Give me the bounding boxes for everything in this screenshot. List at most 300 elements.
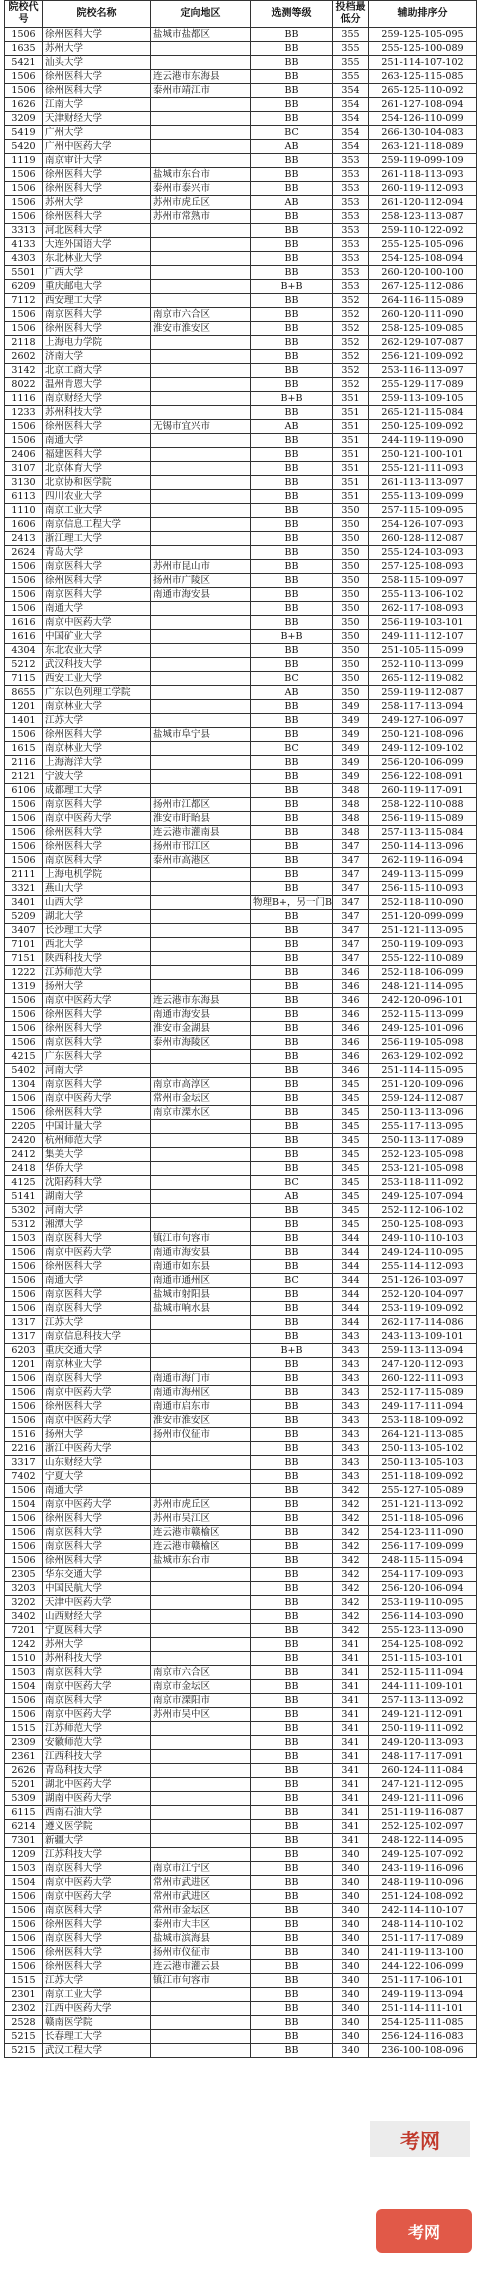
table-row: [5, 1218, 477, 1232]
cell-rank: 250-125-109-092: [369, 420, 477, 434]
cell-rank: 252-115-111-094: [369, 1666, 477, 1680]
cell-score: 346: [333, 966, 369, 980]
cell-region: 扬州市江都区: [151, 798, 251, 812]
table-row: [5, 686, 477, 700]
table-row: [5, 1890, 477, 1904]
cell-region: [151, 266, 251, 280]
cell-name: 长春理工大学: [43, 2030, 151, 2044]
cell-code: 2361: [5, 1750, 43, 1764]
cell-name: 南京林业大学: [43, 1358, 151, 1372]
cell-rank: 249-121-112-091: [369, 1708, 477, 1722]
cell-region: [151, 2030, 251, 2044]
cell-region: 盐城市滨海县: [151, 1932, 251, 1946]
cell-level: BB: [251, 210, 333, 224]
cell-level: BB: [251, 1512, 333, 1526]
cell-code: 7151: [5, 952, 43, 966]
cell-score: 350: [333, 686, 369, 700]
cell-code: 1506: [5, 196, 43, 210]
cell-level: BB: [251, 2016, 333, 2030]
cell-score: 351: [333, 476, 369, 490]
table-row: [5, 1596, 477, 1610]
cell-region: [151, 1442, 251, 1456]
cell-level: BB: [251, 434, 333, 448]
cell-score: 345: [333, 1106, 369, 1120]
cell-score: 343: [333, 1358, 369, 1372]
cell-score: 341: [333, 1736, 369, 1750]
cell-region: [151, 1848, 251, 1862]
cell-score: 340: [333, 1918, 369, 1932]
cell-name: 江苏师范大学: [43, 1722, 151, 1736]
cell-rank: 253-118-109-092: [369, 1414, 477, 1428]
cell-region: 南通市海安县: [151, 588, 251, 602]
cell-name: 南通大学: [43, 1484, 151, 1498]
cell-rank: 258-115-109-097: [369, 574, 477, 588]
cell-level: BB: [251, 1022, 333, 1036]
cell-level: BB: [251, 938, 333, 952]
cell-region: 南京市六合区: [151, 308, 251, 322]
table-row: [5, 1946, 477, 1960]
cell-code: 1615: [5, 742, 43, 756]
table-row: [5, 1638, 477, 1652]
cell-code: 1606: [5, 518, 43, 532]
cell-region: [151, 1162, 251, 1176]
table-row: [5, 448, 477, 462]
cell-rank: 259-110-122-092: [369, 224, 477, 238]
cell-rank: 263-129-102-092: [369, 1050, 477, 1064]
cell-level: BB: [251, 882, 333, 896]
cell-name: 徐州医科大学: [43, 1106, 151, 1120]
cell-score: 350: [333, 560, 369, 574]
cell-code: 3107: [5, 462, 43, 476]
cell-score: 346: [333, 1064, 369, 1078]
cell-code: 1506: [5, 994, 43, 1008]
cell-rank: 249-120-113-093: [369, 1736, 477, 1750]
cell-name: 福建医科大学: [43, 448, 151, 462]
cell-code: 1506: [5, 1022, 43, 1036]
cell-name: 南京医科大学: [43, 1078, 151, 1092]
cell-code: 1242: [5, 1638, 43, 1652]
cell-rank: 249-119-113-094: [369, 1988, 477, 2002]
cell-level: BB: [251, 1834, 333, 1848]
table-row: [5, 1988, 477, 2002]
table-row: [5, 1764, 477, 1778]
cell-score: 341: [333, 1680, 369, 1694]
cell-name: 南京财经大学: [43, 392, 151, 406]
cell-level: BC: [251, 672, 333, 686]
table-row: [5, 574, 477, 588]
cell-region: [151, 434, 251, 448]
cell-rank: 252-110-113-099: [369, 658, 477, 672]
cell-level: BB: [251, 1134, 333, 1148]
cell-level: BB: [251, 1400, 333, 1414]
cell-rank: 262-119-116-094: [369, 854, 477, 868]
cell-name: 东北林业大学: [43, 252, 151, 266]
cell-name: 南京中医药大学: [43, 1680, 151, 1694]
cell-name: 徐州医科大学: [43, 1946, 151, 1960]
cell-name: 南京医科大学: [43, 1540, 151, 1554]
cell-name: 南通大学: [43, 1274, 151, 1288]
cell-rank: 250-113-113-096: [369, 1106, 477, 1120]
table-row: [5, 770, 477, 784]
cell-code: 1506: [5, 1484, 43, 1498]
cell-score: 354: [333, 140, 369, 154]
cell-rank: 255-117-113-095: [369, 1120, 477, 1134]
cell-score: 345: [333, 1092, 369, 1106]
cell-score: 351: [333, 448, 369, 462]
table-row: [5, 1582, 477, 1596]
cell-rank: 253-119-109-092: [369, 1302, 477, 1316]
cell-level: BB: [251, 1008, 333, 1022]
cell-code: 1506: [5, 1890, 43, 1904]
cell-level: BB: [251, 1596, 333, 1610]
cell-level: BC: [251, 126, 333, 140]
cell-region: [151, 42, 251, 56]
cell-code: 1317: [5, 1316, 43, 1330]
cell-score: 355: [333, 70, 369, 84]
cell-score: 348: [333, 784, 369, 798]
cell-region: [151, 2016, 251, 2030]
cell-code: 1506: [5, 1932, 43, 1946]
cell-region: [151, 1050, 251, 1064]
cell-score: 355: [333, 42, 369, 56]
cell-score: 343: [333, 1372, 369, 1386]
table-row: [5, 168, 477, 182]
cell-level: BB: [251, 448, 333, 462]
cell-region: [151, 1176, 251, 1190]
cell-rank: 250-121-100-101: [369, 448, 477, 462]
cell-level: BB: [251, 1148, 333, 1162]
header-level: 选测等级: [251, 1, 333, 28]
cell-level: BB: [251, 1736, 333, 1750]
cell-region: [151, 1764, 251, 1778]
table-row: [5, 42, 477, 56]
cell-code: 3317: [5, 1456, 43, 1470]
cell-rank: 256-120-106-099: [369, 756, 477, 770]
cell-region: [151, 770, 251, 784]
cell-level: BB: [251, 490, 333, 504]
cell-level: BB: [251, 1162, 333, 1176]
cell-rank: 256-119-105-098: [369, 1036, 477, 1050]
cell-rank: 251-126-103-097: [369, 1274, 477, 1288]
cell-name: 西南石油大学: [43, 1806, 151, 1820]
cell-score: 350: [333, 504, 369, 518]
cell-region: [151, 952, 251, 966]
cell-score: 340: [333, 1876, 369, 1890]
cell-score: 350: [333, 574, 369, 588]
cell-region: 扬州市仪征市: [151, 1428, 251, 1442]
cell-level: BB: [251, 1498, 333, 1512]
table-row: [5, 154, 477, 168]
cell-region: [151, 1792, 251, 1806]
table-row: [5, 1330, 477, 1344]
cell-level: BB: [251, 308, 333, 322]
cell-region: [151, 1596, 251, 1610]
cell-code: 3313: [5, 224, 43, 238]
cell-region: 泰州市靖江市: [151, 84, 251, 98]
cell-score: 345: [333, 1176, 369, 1190]
cell-level: BB: [251, 252, 333, 266]
cell-level: BB: [251, 462, 333, 476]
cell-level: BB: [251, 1806, 333, 1820]
cell-name: 徐州医科大学: [43, 1918, 151, 1932]
cell-rank: 257-115-109-095: [369, 504, 477, 518]
cell-region: 淮安市金湖县: [151, 1022, 251, 1036]
cell-code: 2528: [5, 2016, 43, 2030]
table-row: [5, 434, 477, 448]
table-row: [5, 1834, 477, 1848]
cell-name: 浙江中医药大学: [43, 1442, 151, 1456]
cell-code: 2302: [5, 2002, 43, 2016]
cell-name: 苏州大学: [43, 1638, 151, 1652]
cell-score: 342: [333, 1526, 369, 1540]
cell-rank: 243-119-116-096: [369, 1862, 477, 1876]
table-row: [5, 1778, 477, 1792]
cell-region: 连云港市赣榆区: [151, 1526, 251, 1540]
cell-level: BB: [251, 854, 333, 868]
cell-level: BB: [251, 1358, 333, 1372]
cell-name: 南京林业大学: [43, 742, 151, 756]
cell-name: 上海电机学院: [43, 868, 151, 882]
cell-level: BB: [251, 644, 333, 658]
cell-level: BB: [251, 840, 333, 854]
table-row: [5, 1568, 477, 1582]
cell-region: 连云港市灌云县: [151, 1960, 251, 1974]
cell-score: 349: [333, 714, 369, 728]
cell-level: BB: [251, 868, 333, 882]
cell-rank: 242-114-110-107: [369, 1904, 477, 1918]
table-row: [5, 2030, 477, 2044]
cell-score: 348: [333, 812, 369, 826]
table-row: [5, 2016, 477, 2030]
cell-level: BB: [251, 966, 333, 980]
cell-region: [151, 938, 251, 952]
cell-name: 河南大学: [43, 1204, 151, 1218]
cell-level: BB: [251, 924, 333, 938]
table-row: [5, 1918, 477, 1932]
cell-code: 1506: [5, 1526, 43, 1540]
table-row: [5, 910, 477, 924]
table-row: [5, 756, 477, 770]
table-row: [5, 546, 477, 560]
cell-rank: 260-120-100-100: [369, 266, 477, 280]
cell-name: 徐州医科大学: [43, 1960, 151, 1974]
cell-level: BB: [251, 518, 333, 532]
cell-level: BB: [251, 1414, 333, 1428]
cell-rank: 254-123-111-090: [369, 1526, 477, 1540]
cell-code: 1506: [5, 1694, 43, 1708]
cell-score: 341: [333, 1792, 369, 1806]
header-score: 投档最低分: [333, 1, 369, 28]
table-row: [5, 532, 477, 546]
cell-score: 352: [333, 350, 369, 364]
cell-level: BB: [251, 1624, 333, 1638]
table-row: [5, 28, 477, 42]
cell-region: 盐城市东台市: [151, 1554, 251, 1568]
cell-rank: 252-118-110-090: [369, 896, 477, 910]
cell-code: 1506: [5, 1260, 43, 1274]
cell-name: 南京中医药大学: [43, 1092, 151, 1106]
table-row: [5, 1862, 477, 1876]
cell-name: 南京医科大学: [43, 588, 151, 602]
cell-score: 350: [333, 546, 369, 560]
cell-name: 湖北大学: [43, 910, 151, 924]
cell-rank: 244-122-106-099: [369, 1960, 477, 1974]
cell-level: BB: [251, 1526, 333, 1540]
cell-score: 348: [333, 826, 369, 840]
cell-rank: 251-115-103-101: [369, 1652, 477, 1666]
cell-code: 1515: [5, 1722, 43, 1736]
cell-score: 347: [333, 854, 369, 868]
cell-code: 2301: [5, 1988, 43, 2002]
cell-region: 泰州市海陵区: [151, 1036, 251, 1050]
cell-code: 1506: [5, 210, 43, 224]
cell-level: BB: [251, 1946, 333, 1960]
cell-score: 353: [333, 168, 369, 182]
cell-name: 南京医科大学: [43, 1036, 151, 1050]
cell-name: 江南大学: [43, 98, 151, 112]
cell-code: 3202: [5, 1596, 43, 1610]
cell-code: 1506: [5, 168, 43, 182]
cell-code: 8022: [5, 378, 43, 392]
cell-rank: 256-120-106-094: [369, 1582, 477, 1596]
cell-code: 1506: [5, 1400, 43, 1414]
table-row: [5, 196, 477, 210]
cell-rank: 249-111-112-107: [369, 630, 477, 644]
cell-name: 华东交通大学: [43, 1568, 151, 1582]
cell-code: 5141: [5, 1190, 43, 1204]
cell-level: BB: [251, 364, 333, 378]
cell-score: 343: [333, 1428, 369, 1442]
cell-code: 1209: [5, 1848, 43, 1862]
cell-rank: 249-125-107-094: [369, 1190, 477, 1204]
table-row: [5, 728, 477, 742]
cell-score: 355: [333, 56, 369, 70]
cell-level: BC: [251, 1176, 333, 1190]
cell-region: [151, 294, 251, 308]
cell-rank: 256-114-103-090: [369, 1610, 477, 1624]
cell-level: BB: [251, 1050, 333, 1064]
table-row: [5, 742, 477, 756]
table-row: [5, 1470, 477, 1484]
cell-region: [151, 1610, 251, 1624]
cell-level: BB: [251, 1246, 333, 1260]
cell-name: 苏州科技大学: [43, 406, 151, 420]
cell-name: 西安工业大学: [43, 672, 151, 686]
cell-name: 南京审计大学: [43, 154, 151, 168]
cell-region: 苏州市虎丘区: [151, 196, 251, 210]
cell-score: 352: [333, 322, 369, 336]
cell-code: 1506: [5, 812, 43, 826]
table-row: [5, 238, 477, 252]
cell-score: 345: [333, 1218, 369, 1232]
table-row: [5, 1736, 477, 1750]
cell-region: 连云港市灌南县: [151, 826, 251, 840]
cell-region: [151, 1750, 251, 1764]
cell-level: BB: [251, 1330, 333, 1344]
cell-code: 1506: [5, 1904, 43, 1918]
cell-region: 泰州市泰兴市: [151, 182, 251, 196]
cell-code: 1506: [5, 1386, 43, 1400]
cell-level: BB: [251, 1232, 333, 1246]
cell-name: 中国矿业大学: [43, 630, 151, 644]
cell-region: [151, 350, 251, 364]
cell-score: 354: [333, 84, 369, 98]
cell-code: 3401: [5, 896, 43, 910]
cell-rank: 257-113-113-092: [369, 1694, 477, 1708]
cell-region: [151, 1190, 251, 1204]
cell-score: 342: [333, 1498, 369, 1512]
cell-rank: 249-127-106-097: [369, 714, 477, 728]
cell-level: BB: [251, 560, 333, 574]
cell-region: [151, 1652, 251, 1666]
cell-name: 南京医科大学: [43, 1302, 151, 1316]
cell-level: B+B: [251, 630, 333, 644]
cell-region: [151, 1778, 251, 1792]
cell-code: 1506: [5, 1946, 43, 1960]
cell-code: 1506: [5, 588, 43, 602]
cell-level: BB: [251, 994, 333, 1008]
cell-region: [151, 1456, 251, 1470]
cell-level: BB: [251, 1540, 333, 1554]
table-row: [5, 784, 477, 798]
cell-level: BB: [251, 336, 333, 350]
cell-rank: 267-125-112-086: [369, 280, 477, 294]
cell-region: 盐城市响水县: [151, 1302, 251, 1316]
cell-name: 苏州科技大学: [43, 1652, 151, 1666]
cell-score: 343: [333, 1442, 369, 1456]
cell-region: 盐城市东台市: [151, 168, 251, 182]
cell-code: 5302: [5, 1204, 43, 1218]
cell-code: 1506: [5, 1302, 43, 1316]
table-row: [5, 1316, 477, 1330]
cell-code: 3130: [5, 476, 43, 490]
cell-score: 354: [333, 112, 369, 126]
cell-rank: 255-122-110-089: [369, 952, 477, 966]
cell-level: BB: [251, 784, 333, 798]
cell-name: 徐州医科大学: [43, 168, 151, 182]
cell-code: 5312: [5, 1218, 43, 1232]
cell-code: 2309: [5, 1736, 43, 1750]
cell-score: 342: [333, 1624, 369, 1638]
cell-region: 无锡市宜兴市: [151, 420, 251, 434]
cell-region: [151, 224, 251, 238]
cell-score: 350: [333, 602, 369, 616]
cell-level: BB: [251, 224, 333, 238]
cell-level: BB: [251, 98, 333, 112]
header-region: 定向地区: [151, 1, 251, 28]
cell-rank: 252-123-105-098: [369, 1148, 477, 1162]
cell-region: [151, 56, 251, 70]
cell-score: 351: [333, 420, 369, 434]
cell-level: BB: [251, 1428, 333, 1442]
cell-region: 连云港市赣榆区: [151, 1540, 251, 1554]
cell-name: 北京协和医学院: [43, 476, 151, 490]
cell-name: 徐州医科大学: [43, 28, 151, 42]
cell-score: 351: [333, 462, 369, 476]
cell-score: 341: [333, 1666, 369, 1680]
table-row: [5, 1904, 477, 1918]
cell-name: 沈阳药科大学: [43, 1176, 151, 1190]
cell-score: 340: [333, 1974, 369, 1988]
cell-region: [151, 1358, 251, 1372]
cell-rank: 260-124-111-084: [369, 1764, 477, 1778]
cell-rank: 250-113-105-103: [369, 1456, 477, 1470]
cell-name: 宁夏医科大学: [43, 1624, 151, 1638]
table-row: [5, 1232, 477, 1246]
table-row: [5, 1456, 477, 1470]
cell-code: 1506: [5, 420, 43, 434]
cell-region: 扬州市仪征市: [151, 1946, 251, 1960]
